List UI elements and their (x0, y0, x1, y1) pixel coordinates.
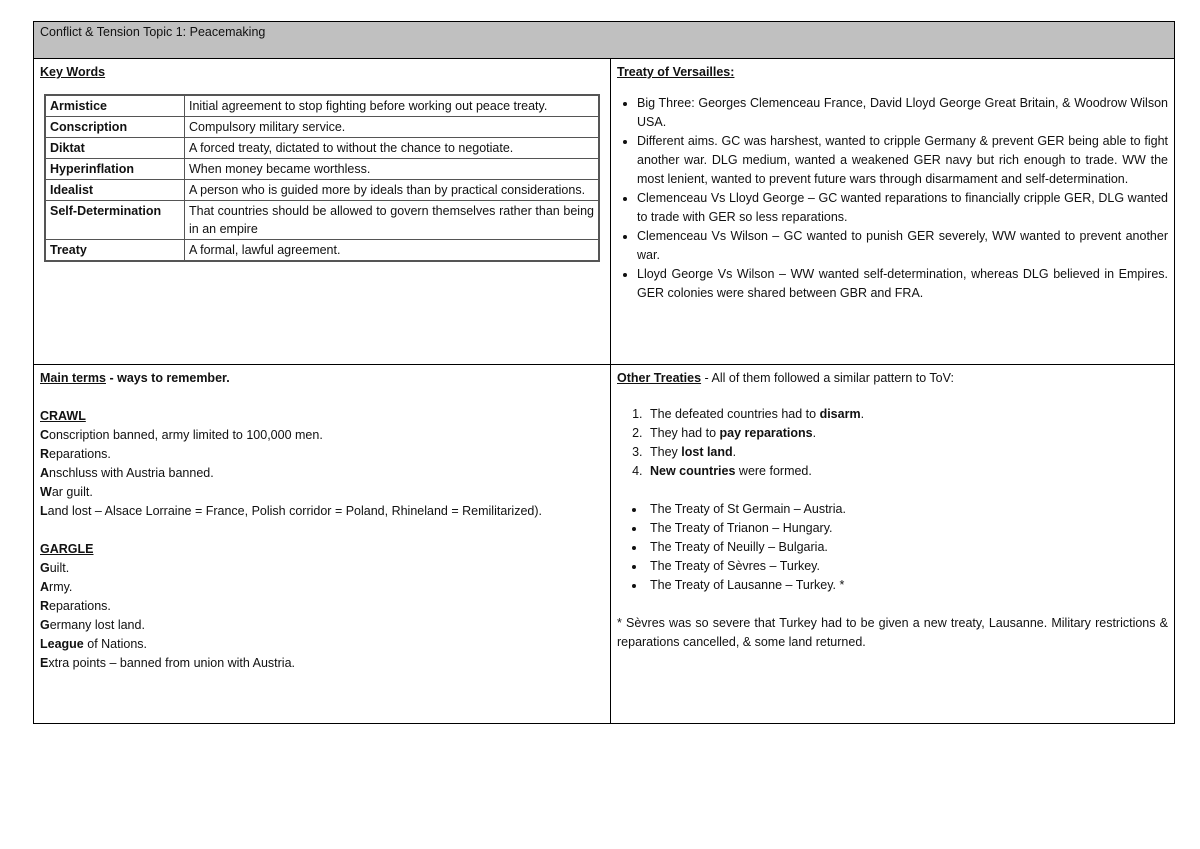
list-item: 3. They lost land. (646, 443, 1168, 462)
list-item: • Lloyd George Vs Wilson – WW wanted self-determination, whereas DLG believed in Empires. GER colonies were shared between GBR and FRA. (637, 265, 1168, 303)
revision-sheet-table (33, 21, 1175, 724)
list-item: • Clemenceau Vs Wilson – GC wanted to punish GER severely, WW wanted to prevent another war. (637, 227, 1168, 265)
other-treaties-intro: - All of them followed a similar pattern to ToV: (701, 371, 954, 385)
list-item: • The Treaty of Sèvres – Turkey. (646, 557, 1168, 576)
list-item: • The Treaty of Lausanne – Turkey. * (646, 576, 1168, 595)
versailles-section (611, 59, 1175, 365)
crawl-line: War guilt. (40, 485, 93, 499)
gargle-title: GARGLE (40, 542, 94, 556)
gargle-line: Reparations. (40, 599, 111, 613)
definition-cell: A person who is guided more by ideals than by practical considerations. (185, 180, 600, 201)
page-title: Conflict & Tension Topic 1: Peacemaking (40, 25, 266, 39)
key-words-table (44, 94, 600, 262)
key-words-section (34, 59, 611, 365)
list-item: • Different aims. GC was harshest, wanted to cripple Germany & prevent GER being able to fight another war. DLG medium, wanted a weakened GER navy but rich enough to trade. WW the most lenient, wanted to prevent future wars through disarmament and self-determination. (637, 132, 1168, 189)
main-terms-section (34, 365, 611, 724)
list-item: • Big Three: Georges Clemenceau France, David Lloyd George Great Britain, & Woodrow Wilson USA. (637, 94, 1168, 132)
term-cell: Hyperinflation (45, 159, 185, 180)
term-cell: Treaty (45, 240, 185, 262)
gargle-line: League of Nations. (40, 637, 147, 651)
list-item: 1. The defeated countries had to disarm. (646, 405, 1168, 424)
term-cell: Idealist (45, 180, 185, 201)
table-row (45, 159, 599, 180)
main-terms-heading: Main terms (40, 371, 106, 385)
definition-cell: A formal, lawful agreement. (185, 240, 600, 262)
term-cell: Diktat (45, 138, 185, 159)
definition-cell: Initial agreement to stop fighting before working out peace treaty. (185, 95, 600, 117)
table-row (45, 95, 599, 117)
crawl-title: CRAWL (40, 409, 86, 423)
list-item: 4. New countries were formed. (646, 462, 1168, 481)
main-terms-heading-suffix: - ways to remember. (106, 371, 230, 385)
list-item: • Clemenceau Vs Lloyd George – GC wanted reparations to financially cripple GER, DLG wanted to trade with GER so less reparations. (637, 189, 1168, 227)
list-item: • The Treaty of Neuilly – Bulgaria. (646, 538, 1168, 557)
definition-cell: A forced treaty, dictated to without the chance to negotiate. (185, 138, 600, 159)
list-item: • The Treaty of Trianon – Hungary. (646, 519, 1168, 538)
crawl-line: Reparations. (40, 447, 111, 461)
crawl-line: Conscription banned, army limited to 100,000 men. (40, 428, 323, 442)
definition-cell: When money became worthless. (185, 159, 600, 180)
crawl-line: Land lost – Alsace Lorraine = France, Polish corridor = Poland, Rhineland = Remilitarized). (40, 504, 542, 518)
term-cell: Armistice (45, 95, 185, 117)
key-words-heading: Key Words (40, 65, 106, 79)
other-treaties-section (611, 365, 1175, 724)
gargle-line: Guilt. (40, 561, 70, 575)
gargle-line: Germany lost land. (40, 618, 145, 632)
versailles-bullet-list (617, 94, 1168, 303)
table-row (45, 117, 599, 138)
table-row (45, 138, 599, 159)
versailles-heading: Treaty of Versailles: (617, 65, 735, 79)
list-item: 2. They had to pay reparations. (646, 424, 1168, 443)
gargle-line: Army. (40, 580, 73, 594)
list-item: • The Treaty of St Germain – Austria. (646, 500, 1168, 519)
other-treaties-heading: Other Treaties (617, 371, 702, 385)
treaties-list (617, 500, 1168, 595)
table-row (45, 201, 599, 240)
table-row (45, 180, 599, 201)
crawl-line: Anschluss with Austria banned. (40, 466, 214, 480)
footnote: * Sèvres was so severe that Turkey had to be given a new treaty, Lausanne. Military restrictions & reparations cancelled, & some land returned. (617, 616, 1168, 649)
table-row (45, 240, 599, 262)
main-terms-heading-line (40, 369, 604, 388)
term-cell: Conscription (45, 117, 185, 138)
title-bar (34, 22, 1175, 59)
term-cell: Self-Determination (45, 201, 185, 240)
definition-cell: That countries should be allowed to govern themselves rather than being in an empire (185, 201, 600, 240)
definition-cell: Compulsory military service. (185, 117, 600, 138)
treaty-pattern-list (617, 405, 1168, 481)
other-treaties-heading-line (617, 369, 1168, 388)
gargle-line: Extra points – banned from union with Austria. (40, 656, 296, 670)
